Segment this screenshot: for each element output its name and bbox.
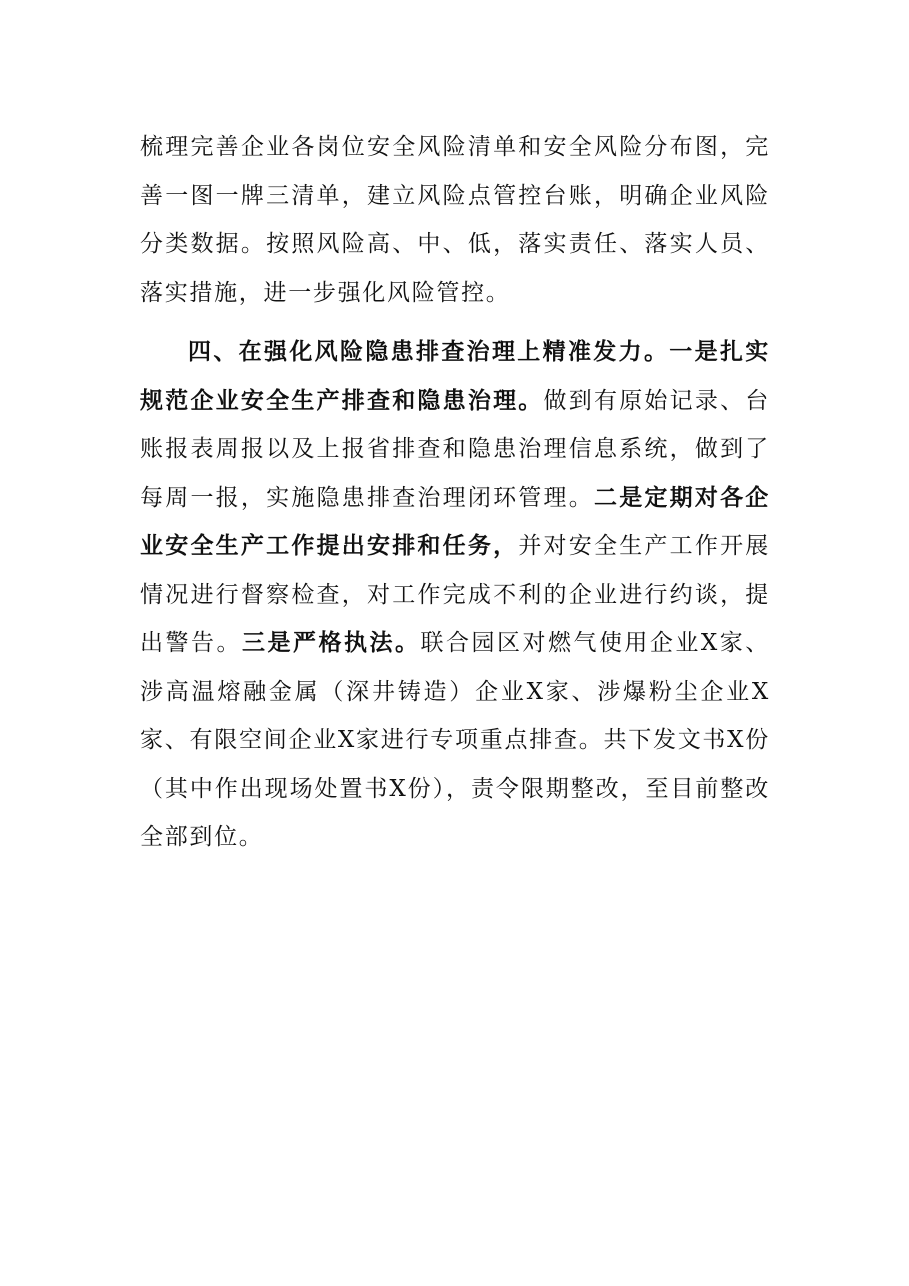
document-page: [140, 123, 770, 862]
point-two-text: 并对安全生产工作开展情况进行督察检查，对工作完成不利的企业进行约谈，提出警告。: [140, 533, 771, 656]
paragraph-risk-control: [140, 123, 770, 317]
point-three-heading: 三是严格执法。: [241, 629, 421, 656]
risk-control-text: 梳理完善企业各岗位安全风险清单和安全风险分布图，完善一图一牌三清单，建立风险点管控台账，明确企业风险分类数据。按照风险高、中、低，落实责任、落实人员、落实措施，进一步强化风险管控。: [140, 134, 770, 306]
point-three-text: 联合园区对燃气使用企业X家、涉高温熔融金属（深井铸造）企业X家、涉爆粉尘企业X家、有限空间企业X家进行专项重点排查。共下发文书X份（其中作出现场处置书X份），责令限期整改，至目前整改全部到位。: [140, 630, 770, 850]
paragraph-hazard-inspection: [140, 328, 770, 862]
point-two-heading: 二是定期对各企业安全生产工作提出安排和任务，: [140, 483, 770, 559]
section-heading-and-point-one: 四、在强化风险隐患排查治理上精准发力。一是扎实规范企业安全生产排查和隐患治理。: [140, 338, 770, 414]
point-one-text: 做到有原始记录、台账报表周报以及上报省排查和隐患治理信息系统，做到了每周一报，实施隐患排查治理闭环管理。: [140, 387, 770, 511]
